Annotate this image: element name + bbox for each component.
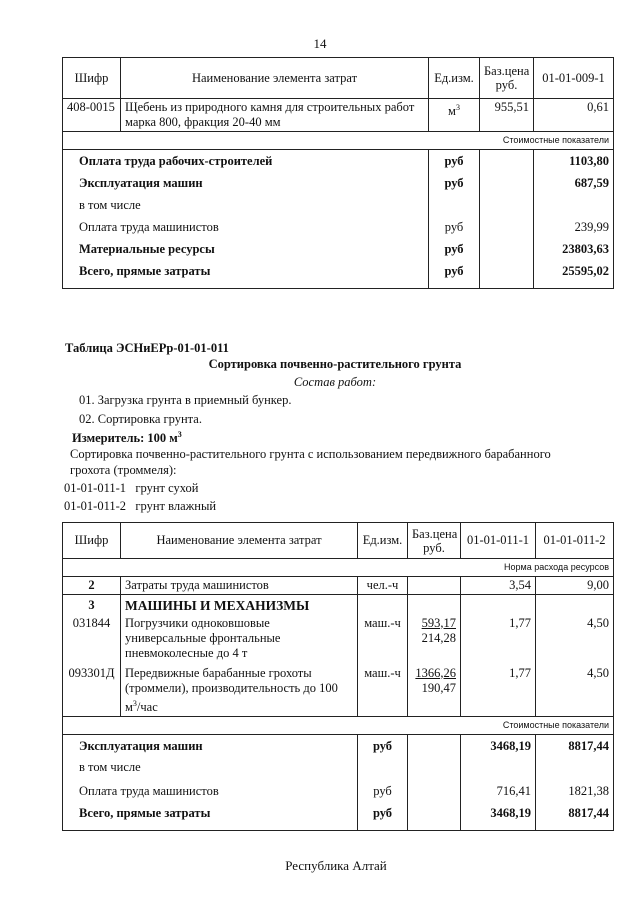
- resource-table-1: [62, 57, 614, 289]
- work-item: 02. Сортировка грунта.: [79, 412, 202, 426]
- labor-name: Затраты труда машинистов: [121, 577, 358, 595]
- resource-unit: $м^3$: [429, 99, 480, 132]
- cost-unit: руб: [429, 150, 480, 171]
- cost-unit: руб: [429, 170, 480, 192]
- machine-unit: маш.-ч: [358, 615, 408, 665]
- cost-v1: 716,41: [461, 778, 536, 800]
- works-heading: Состав работ:: [293, 375, 377, 389]
- machine-code: 093301Д: [63, 665, 121, 717]
- cost-v2: 8817,44: [536, 800, 614, 830]
- header-base-price: Баз.цена руб.: [480, 58, 534, 99]
- cost-label: Всего, прямые затраты: [63, 258, 429, 288]
- machine-name: Погрузчики одноковшовые универсальные фронтальные пневмоколесные до 4 т: [121, 615, 358, 665]
- cost-label: Эксплуатация машин: [63, 170, 429, 192]
- machine-v2: 4,50: [536, 615, 614, 665]
- labor-v2: 9,00: [536, 577, 614, 595]
- footer: Республика Алтай: [285, 858, 387, 873]
- header-name: Наименование элемента затрат: [121, 523, 358, 559]
- cost-v2: 1821,38: [536, 778, 614, 800]
- cost-header: Стоимостные показатели: [502, 135, 609, 145]
- cost-v1: 3468,19: [461, 800, 536, 830]
- header-code: Шифр: [63, 523, 121, 559]
- machine-name: Передвижные барабанные грохоты (троммели), производительность до 100 $м^3$/час: [121, 665, 358, 717]
- cost-label: Оплата труда рабочих-строителей: [63, 150, 429, 171]
- header-col1: 01-01-009-1: [534, 58, 614, 99]
- table-id: Таблица ЭСНиЕРр-01-01-011: [65, 341, 229, 355]
- cost-v1: 3468,19: [461, 734, 536, 756]
- work-item: 01. Загрузка грунта в приемный бункер.: [79, 393, 292, 407]
- section-title: Сортировка почвенно-растительного грунта: [208, 357, 462, 371]
- cost-label: Всего, прямые затраты: [63, 800, 358, 830]
- cost-label: в том числе: [63, 756, 358, 778]
- cost-unit: руб: [358, 778, 408, 800]
- cost-v2: 8817,44: [536, 734, 614, 756]
- header-col2: 01-01-011-2: [536, 523, 614, 559]
- header-name: Наименование элемента затрат: [121, 58, 429, 99]
- cost-value: 25595,02: [534, 258, 614, 288]
- cost-label: Оплата труда машинистов: [63, 214, 429, 236]
- machine-v1: 1,77: [461, 665, 536, 717]
- machine-code: 031844: [63, 615, 121, 665]
- cost-value: 23803,63: [534, 236, 614, 258]
- machine-price: 593,17 214,28: [408, 615, 461, 665]
- cost-unit: руб: [429, 258, 480, 288]
- machine-v2: 4,50: [536, 665, 614, 717]
- cost-value: 1103,80: [534, 150, 614, 171]
- machines-group-name: МАШИНЫ И МЕХАНИЗМЫ: [121, 595, 358, 615]
- cost-header: Стоимостные показатели: [502, 719, 609, 730]
- labor-code: 2: [63, 577, 121, 595]
- cost-label: Оплата труда машинистов: [63, 778, 358, 800]
- resource-code: 408-0015: [63, 99, 121, 132]
- header-unit: Ед.изм.: [429, 58, 480, 99]
- description: Сортировка почвенно-растительного грунта с использованием передвижного барабанного грохота (троммеля):: [70, 447, 551, 477]
- labor-unit: чел.-ч: [358, 577, 408, 595]
- cost-unit: руб: [429, 236, 480, 258]
- resource-name: Щебень из природного камня для строительных работ марка 800, фракция 20-40 мм: [121, 99, 429, 132]
- machines-group-code: 3: [63, 595, 121, 615]
- header-col1: 01-01-011-1: [461, 523, 536, 559]
- machine-price: 1366,26 190,47: [408, 665, 461, 717]
- resource-price: 955,51: [480, 99, 534, 132]
- cost-unit: руб: [358, 800, 408, 830]
- page-number: 14: [313, 36, 327, 51]
- meter: Измеритель: 100 $м^3$: [72, 430, 182, 446]
- cost-label: Эксплуатация машин: [63, 734, 358, 756]
- cost-unit: руб: [429, 214, 480, 236]
- variant: 01-01-011-1 грунт сухой: [64, 481, 199, 495]
- resource-value: 0,61: [534, 99, 614, 132]
- norm-header: Норма расхода ресурсов: [504, 562, 609, 572]
- cost-value: 239,99: [534, 214, 614, 236]
- header-unit: Ед.изм.: [358, 523, 408, 559]
- header-base-price: Баз.цена руб.: [408, 523, 461, 559]
- cost-unit: руб: [358, 734, 408, 756]
- variant: 01-01-011-2 грунт влажный: [64, 499, 217, 513]
- machine-v1: 1,77: [461, 615, 536, 665]
- header-code: Шифр: [63, 58, 121, 99]
- cost-label: в том числе: [63, 192, 429, 214]
- machine-unit: маш.-ч: [358, 665, 408, 717]
- cost-value: 687,59: [534, 170, 614, 192]
- resource-table-2: [62, 522, 614, 831]
- labor-v1: 3,54: [461, 577, 536, 595]
- cost-label: Материальные ресурсы: [63, 236, 429, 258]
